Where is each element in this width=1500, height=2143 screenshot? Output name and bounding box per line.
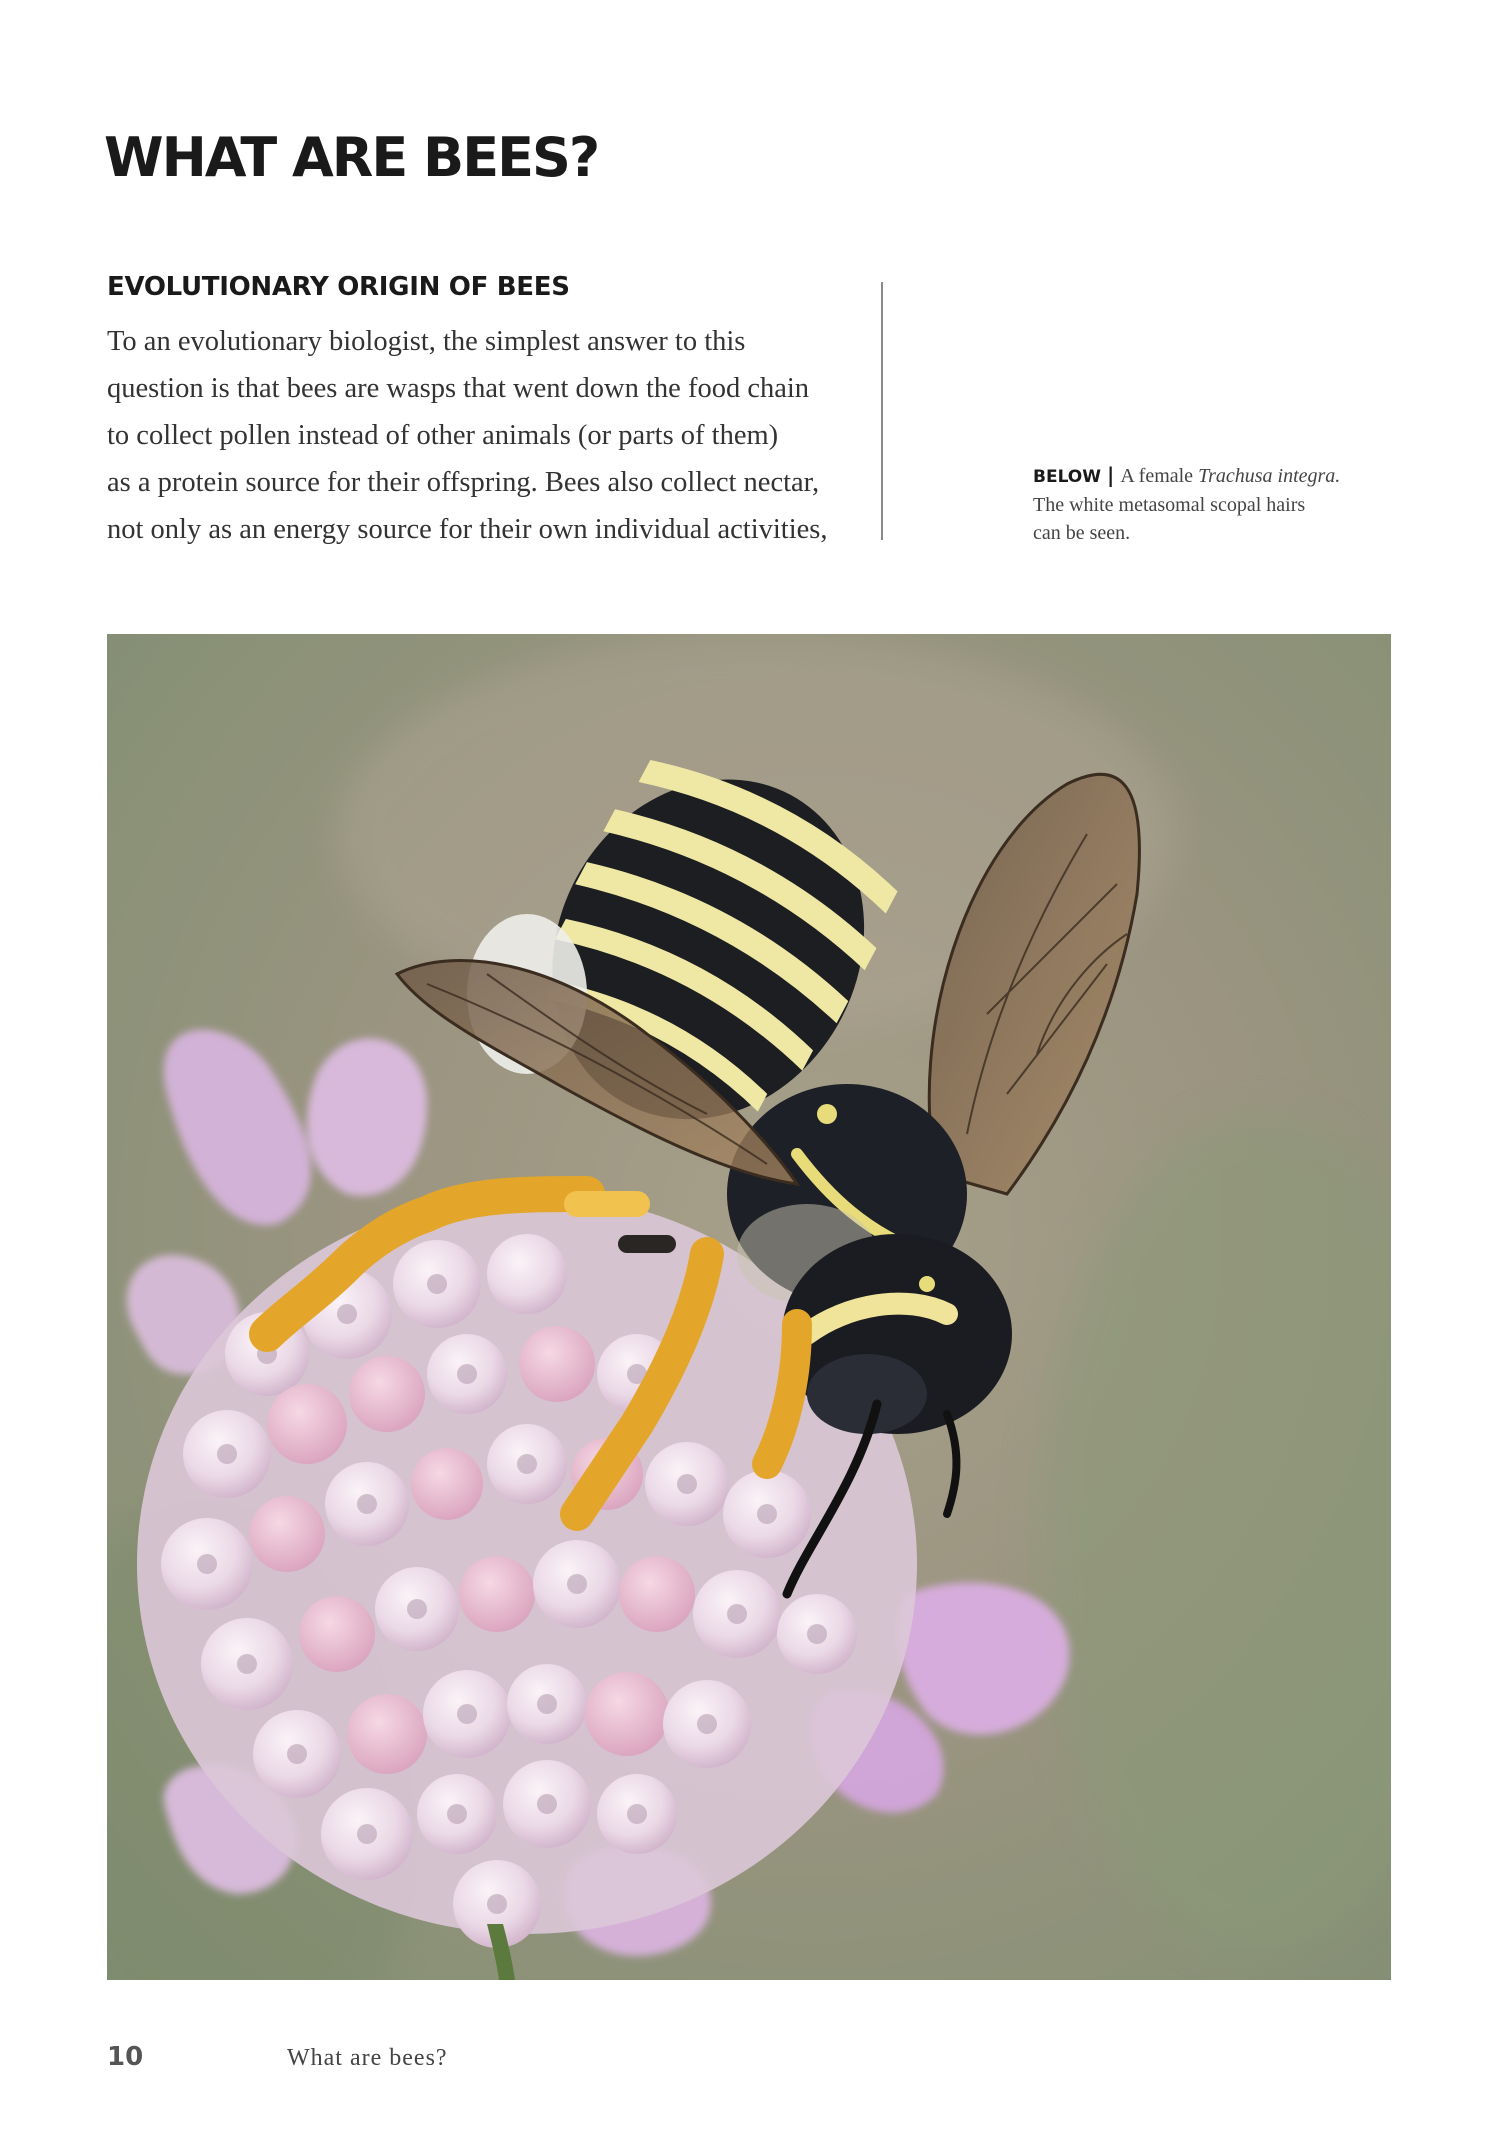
body-line: as a protein source for their offspring. Bees also collect nectar, (107, 467, 820, 498)
body-line: To an evolutionary biologist, the simplest answer to this (107, 326, 746, 357)
caption-label: BELOW (1033, 467, 1101, 487)
caption-separator: | (1107, 463, 1115, 487)
bee-photo (107, 634, 1391, 1980)
caption-prefix: A female (1120, 465, 1194, 487)
section-heading: EVOLUTIONARY ORIGIN OF BEES (107, 272, 570, 302)
photo-caption (1033, 461, 1373, 547)
page-title: WHAT ARE BEES? (104, 126, 599, 189)
caption-species: Trachusa integra. (1198, 465, 1341, 487)
body-paragraph (107, 318, 877, 553)
caption-line-3: can be seen. (1033, 522, 1131, 544)
body-line: not only as an energy source for their own individual activities, (107, 514, 828, 545)
body-line: to collect pollen instead of other animals (or parts of them) (107, 420, 779, 451)
caption-line-2: The white metasomal scopal hairs (1033, 494, 1306, 516)
body-line: question is that bees are wasps that went down the food chain (107, 373, 810, 404)
running-footer: What are bees? (287, 2045, 448, 2071)
page-number: 10 (107, 2042, 144, 2072)
column-divider (881, 282, 883, 540)
bee-on-flower-illustration (107, 634, 1391, 1980)
caption-line-1 (1033, 461, 1373, 491)
